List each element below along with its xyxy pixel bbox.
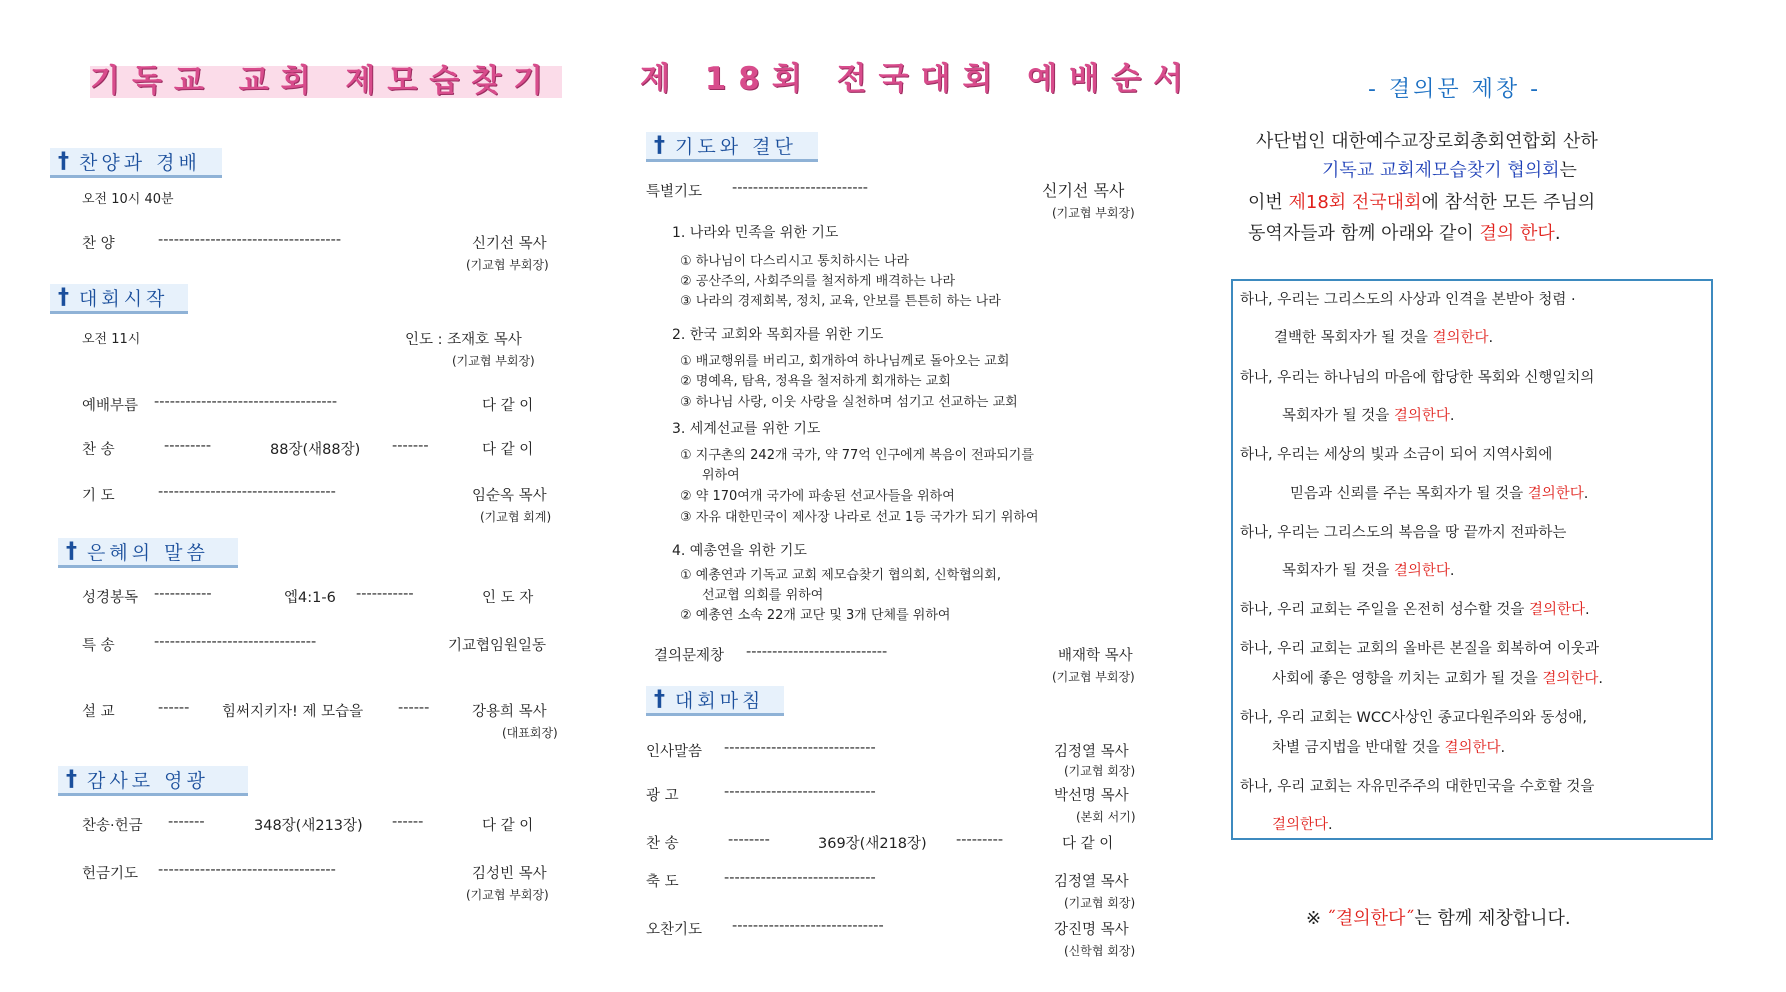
row-reading-dashes1: ----------- bbox=[154, 586, 212, 602]
row-offering-name: 찬송·헌금 bbox=[82, 818, 143, 834]
row-greeting-name: 인사말씀 bbox=[646, 744, 703, 760]
row-offering-prayer-name: 헌금기도 bbox=[82, 866, 139, 882]
row-announce-right: 박선명 목사 bbox=[1054, 788, 1129, 804]
row-reading-right: 인 도 자 bbox=[482, 590, 534, 606]
prayer-4-item-2: ② 예총연 소속 22개 교단 및 3개 단체를 위하여 bbox=[680, 608, 951, 623]
row-offering-mid: 348장(새213장) bbox=[254, 818, 363, 834]
row-sermon-right: 강용희 목사 bbox=[472, 704, 547, 720]
row-sermon-name: 설 교 bbox=[82, 704, 115, 720]
prayer-3-item-2: ② 약 170여개 국가에 파송된 선교사들을 위하여 bbox=[680, 489, 955, 504]
intro-line-3: 이번 제18회 전국대회에 참석한 모든 주님의 bbox=[1248, 192, 1596, 213]
section-header-thanks: † 감사로 영광 bbox=[58, 766, 248, 796]
special-prayer-right: 신기선 목사 bbox=[1042, 181, 1125, 200]
row-praise-right: 신기선 목사 bbox=[472, 236, 547, 252]
council-name: 기독교 교회제모습찾기 협의회 bbox=[1322, 160, 1560, 181]
cross-icon: † bbox=[58, 149, 69, 174]
row-reading-name: 성경봉독 bbox=[82, 590, 139, 606]
prayer-4-item-1: ① 예총연과 기독교 교회 제모습찾기 협의회, 신학협의회, bbox=[680, 568, 1001, 583]
row-lunch-prayer-sub: (신학협 회장) bbox=[1064, 944, 1136, 958]
resolution-3-line-2: 믿음과 신뢰를 주는 목회자가 될 것을 결의한다. bbox=[1290, 486, 1589, 502]
resolution-7-line-2: 차별 금지법을 반대할 것을 결의한다. bbox=[1272, 740, 1506, 756]
resolution-8-line-2: 결의한다. bbox=[1272, 817, 1333, 833]
row-praise-dashes: ----------------------------------- bbox=[158, 232, 342, 248]
prayer-1-item-1: ① 하나님이 다스리시고 통치하시는 나라 bbox=[680, 254, 910, 269]
lead-text: 인도 : 조재호 목사 bbox=[405, 332, 522, 348]
row-praise-name: 찬 양 bbox=[82, 236, 115, 252]
row-hymn-right: 다 같 이 bbox=[482, 442, 534, 458]
row-announce-name: 광 고 bbox=[646, 788, 679, 804]
resolution-3-line-1: 하나, 우리는 세상의 빛과 소금이 되어 지역사회에 bbox=[1240, 447, 1553, 463]
section-header-word: † 은혜의 말씀 bbox=[58, 538, 238, 568]
row-prayer-dashes: ---------------------------------- bbox=[158, 484, 336, 500]
resolution-reading-right: 배재학 목사 bbox=[1058, 648, 1133, 664]
row-prayer-sub: (기교협 회계) bbox=[480, 510, 552, 524]
prayer-3-item-1-cont: 위하여 bbox=[702, 468, 740, 483]
prayer-topic-3: 3. 세계선교를 위한 기도 bbox=[672, 421, 821, 437]
row-announce-dashes: ----------------------------- bbox=[724, 784, 876, 800]
prayer-topic-4: 4. 예총연을 위한 기도 bbox=[672, 543, 807, 559]
row-benediction-name: 축 도 bbox=[646, 874, 679, 890]
prayer-3-item-3: ③ 자유 대한민국이 제사장 나라로 선교 1등 국가가 되기 위하여 bbox=[680, 510, 1039, 525]
row-call-right: 다 같 이 bbox=[482, 398, 534, 414]
row-hymn2-dashes2: --------- bbox=[956, 832, 1004, 848]
row-lunch-prayer-right: 강진명 목사 bbox=[1054, 922, 1129, 938]
row-special-song-dashes: ------------------------------- bbox=[154, 634, 317, 650]
resolution-8-line-1: 하나, 우리 교회는 자유민주주의 대한민국을 수호할 것을 bbox=[1240, 779, 1595, 795]
section-header-opening: † 대회시작 bbox=[50, 284, 188, 314]
lead-sub: (기교협 부회장) bbox=[452, 354, 535, 368]
row-sermon-sub: (대표회장) bbox=[502, 726, 558, 740]
row-hymn2-dashes1: -------- bbox=[728, 832, 770, 848]
time-1040: 오전 10시 40분 bbox=[82, 192, 174, 207]
row-hymn-dashes2: ------- bbox=[392, 438, 429, 454]
row-greeting-right: 김정열 목사 bbox=[1054, 744, 1129, 760]
row-benediction-sub: (기교협 회장) bbox=[1064, 896, 1136, 910]
prayer-4-item-1-cont: 선교협 의회를 위하여 bbox=[702, 588, 824, 603]
prayer-1-item-2: ② 공산주의, 사회주의를 철저하게 배격하는 나라 bbox=[680, 274, 956, 289]
row-announce-sub: (본회 서기) bbox=[1076, 810, 1136, 824]
row-hymn-name: 찬 송 bbox=[82, 442, 115, 458]
resolution-2-line-1: 하나, 우리는 하나님의 마음에 합당한 목회와 신행일치의 bbox=[1240, 370, 1595, 386]
resolution-4-line-2: 목회자가 될 것을 결의한다. bbox=[1282, 563, 1455, 579]
special-prayer-dashes: -------------------------- bbox=[732, 180, 869, 196]
section-header-praise: † 찬양과 경배 bbox=[50, 148, 222, 178]
row-special-song-name: 특 송 bbox=[82, 638, 115, 654]
row-greeting-sub: (기교협 회장) bbox=[1064, 764, 1136, 778]
prayer-topic-2: 2. 한국 교회와 목회자를 위한 기도 bbox=[672, 327, 884, 343]
convention-name: 제18회 전국대회 bbox=[1288, 192, 1422, 213]
prayer-2-item-3: ③ 하나님 사랑, 이웃 사랑을 실천하며 섬기고 선교하는 교회 bbox=[680, 395, 1018, 410]
resolution-6-line-2: 사회에 좋은 영향을 끼치는 교회가 될 것을 결의한다. bbox=[1272, 671, 1604, 687]
row-offering-prayer-right: 김성빈 목사 bbox=[472, 866, 547, 882]
row-reading-mid: 엡4:1-6 bbox=[284, 590, 336, 606]
resolution-reading-sub: (기교협 부회장) bbox=[1052, 670, 1135, 684]
resolution-reading-name: 결의문제창 bbox=[654, 648, 725, 664]
row-hymn2-mid: 369장(새218장) bbox=[818, 836, 927, 852]
prayer-3-item-1: ① 지구촌의 242개 국가, 약 77억 인구에게 복음이 전파되기를 bbox=[680, 448, 1034, 463]
title-middle: 제 18회 전국대회 예배순서 bbox=[640, 61, 1195, 97]
row-offering-prayer-sub: (기교협 부회장) bbox=[466, 888, 549, 902]
row-lunch-prayer-name: 오찬기도 bbox=[646, 922, 703, 938]
row-call-name: 예배부름 bbox=[82, 398, 139, 414]
title-right: - 결의문 제창 - bbox=[1368, 77, 1542, 102]
row-sermon-dashes1: ------ bbox=[158, 700, 190, 716]
resolution-4-line-1: 하나, 우리는 그리스도의 복음을 땅 끝까지 전파하는 bbox=[1240, 525, 1567, 541]
row-sermon-dashes2: ------ bbox=[398, 700, 430, 716]
intro-line-1: 사단법인 대한예수교장로회총회연합회 산하 bbox=[1256, 131, 1598, 152]
row-call-dashes: ----------------------------------- bbox=[154, 394, 338, 410]
row-offering-dashes2: ------ bbox=[392, 814, 424, 830]
time-11: 오전 11시 bbox=[82, 332, 141, 347]
row-sermon-mid: 힘써지키자! 제 모습을 bbox=[222, 704, 364, 720]
intro-line-2: 기독교 교회제모습찾기 협의회는 bbox=[1322, 160, 1577, 181]
resolution-2-line-2: 목회자가 될 것을 결의한다. bbox=[1282, 408, 1455, 424]
row-benediction-right: 김정열 목사 bbox=[1054, 874, 1129, 890]
row-greeting-dashes: ----------------------------- bbox=[724, 740, 876, 756]
resolution-7-line-1: 하나, 우리 교회는 WCC사상인 종교다원주의와 동성애, bbox=[1240, 710, 1587, 726]
row-hymn-dashes1: --------- bbox=[164, 438, 212, 454]
section-header-prayer: † 기도와 결단 bbox=[646, 132, 818, 162]
cross-icon: † bbox=[66, 539, 77, 564]
row-offering-prayer-dashes: ---------------------------------- bbox=[158, 862, 336, 878]
cross-icon: † bbox=[66, 767, 77, 792]
row-hymn2-name: 찬 송 bbox=[646, 836, 679, 852]
special-prayer-sub: (기교협 부회장) bbox=[1052, 206, 1135, 220]
row-benediction-dashes: ----------------------------- bbox=[724, 870, 876, 886]
resolution-1-line-2: 결백한 목회자가 될 것을 결의한다. bbox=[1274, 330, 1494, 346]
prayer-2-item-2: ② 명예욕, 탐욕, 정욕을 철저하게 회개하는 교회 bbox=[680, 374, 951, 389]
footnote: ※ ˝결의한다˝는 함께 제창합니다. bbox=[1306, 908, 1571, 929]
resolution-5: 하나, 우리 교회는 주일을 온전히 성수할 것을 결의한다. bbox=[1240, 602, 1590, 618]
cross-icon: † bbox=[654, 133, 665, 158]
prayer-2-item-1: ① 배교행위를 버리고, 회개하여 하나님께로 돌아오는 교회 bbox=[680, 354, 1010, 369]
section-header-closing: † 대회마침 bbox=[646, 686, 784, 716]
resolution-6-line-1: 하나, 우리 교회는 교회의 올바른 본질을 회복하여 이웃과 bbox=[1240, 641, 1600, 657]
row-hymn2-right: 다 같 이 bbox=[1062, 836, 1114, 852]
row-hymn-mid: 88장(새88장) bbox=[270, 442, 361, 458]
row-offering-dashes1: ------- bbox=[168, 814, 205, 830]
resolution-reading-dashes: --------------------------- bbox=[746, 644, 888, 660]
row-prayer-right: 임순옥 목사 bbox=[472, 488, 547, 504]
row-offering-right: 다 같 이 bbox=[482, 818, 534, 834]
row-special-song-right: 기교협임원일동 bbox=[448, 638, 547, 654]
resolution-1-line-1: 하나, 우리는 그리스도의 사상과 인격을 본받아 청렴 · bbox=[1240, 292, 1576, 308]
prayer-topic-1: 1. 나라와 민족을 위한 기도 bbox=[672, 225, 839, 241]
title-left: 기독교 교회 제모습찾기 bbox=[90, 63, 556, 99]
intro-line-4: 동역자들과 함께 아래와 같이 결의 한다. bbox=[1248, 223, 1561, 244]
row-prayer-name: 기 도 bbox=[82, 488, 115, 504]
row-lunch-prayer-dashes: ----------------------------- bbox=[732, 918, 884, 934]
cross-icon: † bbox=[654, 687, 665, 712]
cross-icon: † bbox=[58, 285, 69, 310]
prayer-1-item-3: ③ 나라의 경제회복, 정치, 교육, 안보를 튼튼히 하는 나라 bbox=[680, 294, 1001, 309]
row-praise-sub: (기교협 부회장) bbox=[466, 258, 549, 272]
row-reading-dashes2: ----------- bbox=[356, 586, 414, 602]
special-prayer-name: 특별기도 bbox=[646, 184, 703, 200]
